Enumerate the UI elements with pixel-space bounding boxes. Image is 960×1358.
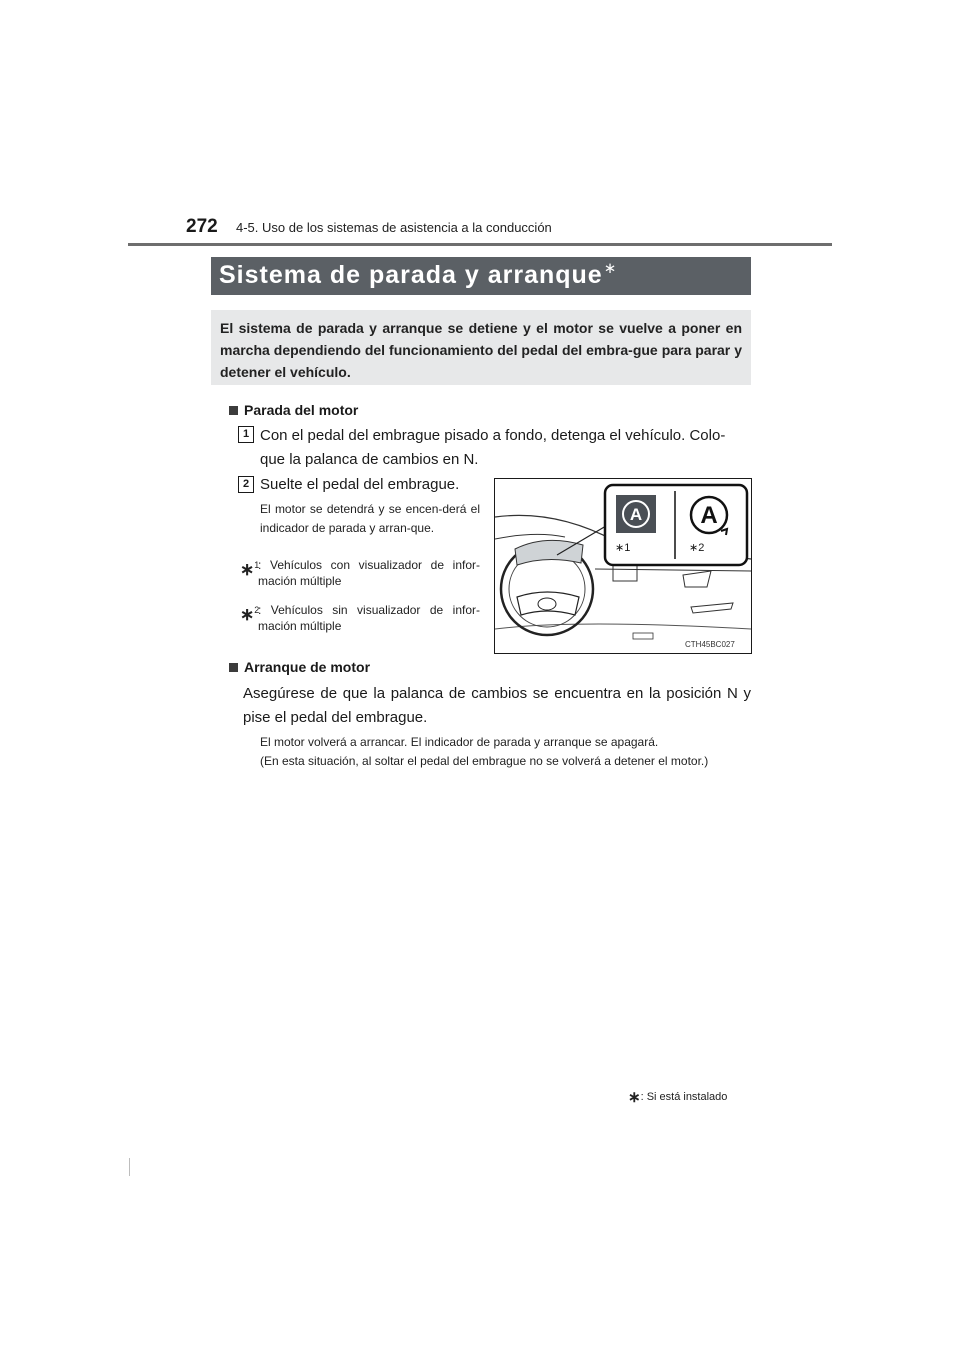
step-badge-2: 2 [238,476,254,493]
svg-text:A: A [700,502,718,529]
svg-text:A: A [629,505,643,524]
page-number: 272 [186,216,218,237]
section2-sub1: El motor volverá a arrancar. El indicador de parada y arranque se apagará. [260,735,659,749]
step2-text: Suelte el pedal del embrague. [260,476,460,493]
running-head: 4-5. Uso de los sistemas de asistencia a la conducción [236,220,552,235]
step1-line1: Con el pedal del embrague pisado a fondo, detenga el vehículo. Colo- [260,427,726,444]
asterisk-icon: ∗ [240,605,255,624]
asterisk-icon: ∗ [628,1089,641,1106]
figure-code: CTH45BC027 [685,640,735,649]
step-badge-1: 1 [238,426,254,443]
header-rule [128,243,832,246]
dashboard-drawing [495,479,751,653]
footnote [628,1088,727,1106]
step1-line2: que la palanca de cambios en N. [260,451,479,468]
figure-note-1 [240,557,480,589]
figure-label-1: ∗1 [615,542,631,554]
margin-mark [129,1158,130,1176]
note-text: : Vehículos con visualizador de infor-mación múltiple [258,558,480,588]
section2-text: Asegúrese de que la palanca de cambios se encuentra en la posición N y pise el pedal del embrague. [243,685,751,726]
square-bullet-icon [229,663,238,672]
asterisk-icon: ∗ [240,560,255,579]
title-text: Sistema de parada y arranque [219,261,603,289]
note-number: 1 [254,560,260,570]
section-title-bar [211,257,751,295]
intro-box [211,310,751,385]
section-heading-parada [229,402,358,418]
step2-description: El motor se detendrá y se encen-derá el indicador de parada y arran-que. [260,502,480,535]
note-text: : Vehículos sin visualizador de infor-mación múltiple [258,603,480,633]
section-heading-arranque [229,659,370,675]
intro-text: El sistema de parada y arranque se detiene y el motor se vuelve a poner en marcha dependiendo del funcionamiento del pedal del embra-gue para parar y detener el vehículo. [220,320,742,380]
section2-sub2: (En esta situación, al soltar el pedal del embrague no se volverá a detener el motor.) [260,754,709,768]
footnote-text: : Si está instalado [640,1091,728,1103]
section-heading-text: Parada del motor [244,402,359,418]
dashboard-illustration [494,478,752,654]
figure-label-2: ∗2 [689,542,705,554]
section-heading-text: Arranque de motor [244,659,371,675]
figure-note-2 [240,602,480,634]
square-bullet-icon [229,406,238,415]
note-number: 2 [254,605,260,615]
page-title [219,261,617,290]
title-marker: ∗ [603,260,618,277]
